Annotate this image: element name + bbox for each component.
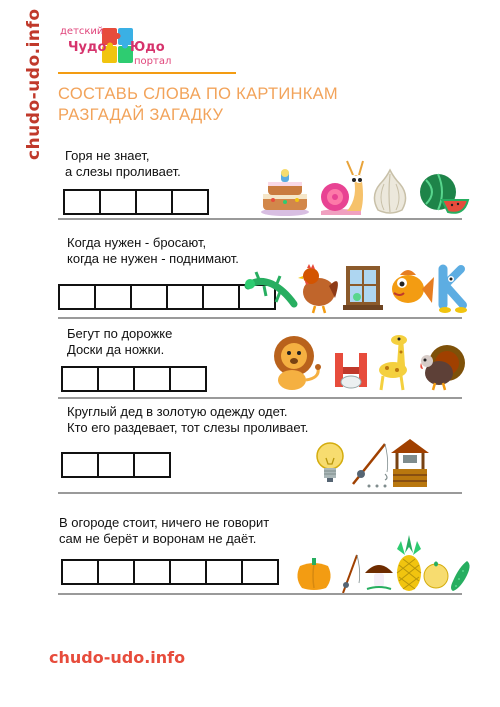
answer-cell[interactable]	[97, 366, 135, 392]
bell-pepper-icon	[294, 556, 334, 592]
fishing-rod-icon	[349, 440, 391, 488]
section-divider	[58, 218, 462, 220]
riddle-1-answer-boxes[interactable]	[63, 189, 209, 215]
answer-cell[interactable]	[58, 284, 96, 310]
answer-cell[interactable]	[130, 284, 168, 310]
riddle-1-line1: Горя не знает,	[65, 148, 150, 163]
riddle-4-answer-boxes[interactable]	[61, 452, 171, 478]
fishing-rod-icon	[337, 553, 363, 595]
watermelon-icon	[418, 170, 470, 216]
page-title-line2: РАЗГАДАЙ ЗАГАДКУ	[58, 106, 224, 124]
answer-cell[interactable]	[61, 366, 99, 392]
cake-icon	[259, 168, 311, 218]
rooster-icon	[297, 262, 343, 314]
section-divider	[58, 593, 462, 595]
letter-n-icon	[332, 350, 370, 392]
section-divider	[58, 397, 462, 399]
answer-cell[interactable]	[99, 189, 137, 215]
answer-cell[interactable]	[94, 284, 132, 310]
riddle-1-text	[65, 148, 181, 180]
mushroom-icon	[363, 557, 395, 591]
fish-icon	[388, 263, 434, 313]
riddle-3-answer-boxes[interactable]	[61, 366, 207, 392]
portal-logo[interactable]	[58, 20, 178, 72]
section-divider	[58, 317, 462, 319]
answer-cell[interactable]	[241, 559, 279, 585]
answer-cell[interactable]	[133, 366, 171, 392]
logo-bottom-text: портал	[134, 56, 172, 67]
answer-cell[interactable]	[202, 284, 240, 310]
cucumber-icon	[449, 559, 473, 593]
letter-k-icon	[437, 263, 469, 315]
snail-icon	[317, 157, 367, 217]
garlic-icon	[370, 168, 410, 216]
answer-cell[interactable]	[133, 559, 171, 585]
logo-right-text: Юдо	[130, 40, 165, 55]
vertical-brand-text: chudo-udo.info	[24, 8, 44, 160]
footer-brand-link[interactable]: chudo-udo.info	[49, 648, 186, 667]
section-divider	[58, 492, 462, 494]
answer-cell[interactable]	[63, 189, 101, 215]
riddle-1-line2: а слезы проливает.	[65, 164, 181, 179]
riddle-3-text	[67, 326, 172, 358]
logo-left-text: Чудо	[68, 40, 107, 55]
answer-cell[interactable]	[61, 559, 99, 585]
lizard-icon	[244, 268, 298, 310]
answer-cell[interactable]	[135, 189, 173, 215]
answer-cell[interactable]	[166, 284, 204, 310]
header-divider	[58, 72, 236, 74]
answer-cell[interactable]	[171, 189, 209, 215]
turkey-icon	[417, 343, 467, 391]
lightbulb-icon	[314, 440, 346, 486]
riddle-2-line2: когда не нужен - поднимают.	[67, 251, 239, 266]
answer-cell[interactable]	[133, 452, 171, 478]
pineapple-icon	[395, 533, 423, 593]
riddle-5-answer-boxes[interactable]	[61, 559, 279, 585]
riddle-4-text	[67, 404, 308, 436]
riddle-4-line2: Кто его раздевает, тот слезы проливает.	[67, 420, 309, 435]
answer-cell[interactable]	[169, 366, 207, 392]
well-icon	[389, 437, 431, 489]
riddle-5-text	[59, 515, 269, 547]
riddle-5-line1: В огороде стоит, ничего не говорит	[59, 515, 270, 530]
answer-cell[interactable]	[97, 559, 135, 585]
window-icon	[343, 263, 383, 313]
riddle-5-line2: сам не берёт и воронам не даёт.	[59, 531, 257, 546]
answer-cell[interactable]	[169, 559, 207, 585]
lemon-icon	[422, 560, 450, 590]
riddle-2-text	[67, 235, 239, 267]
lion-icon	[268, 334, 324, 392]
riddle-4-line1: Круглый дед в золотую одежду одет.	[67, 404, 288, 419]
riddle-3-line2: Доски да ножки.	[67, 342, 165, 357]
answer-cell[interactable]	[205, 559, 243, 585]
answer-cell[interactable]	[97, 452, 135, 478]
riddle-3-line1: Бегут по дорожке	[67, 326, 173, 341]
riddle-2-line1: Когда нужен - бросают,	[67, 235, 207, 250]
logo-top-text: детский	[60, 26, 104, 37]
answer-cell[interactable]	[61, 452, 99, 478]
page-title-line1: СОСТАВЬ СЛОВА ПО КАРТИНКАМ	[58, 85, 338, 103]
giraffe-icon	[375, 332, 415, 392]
